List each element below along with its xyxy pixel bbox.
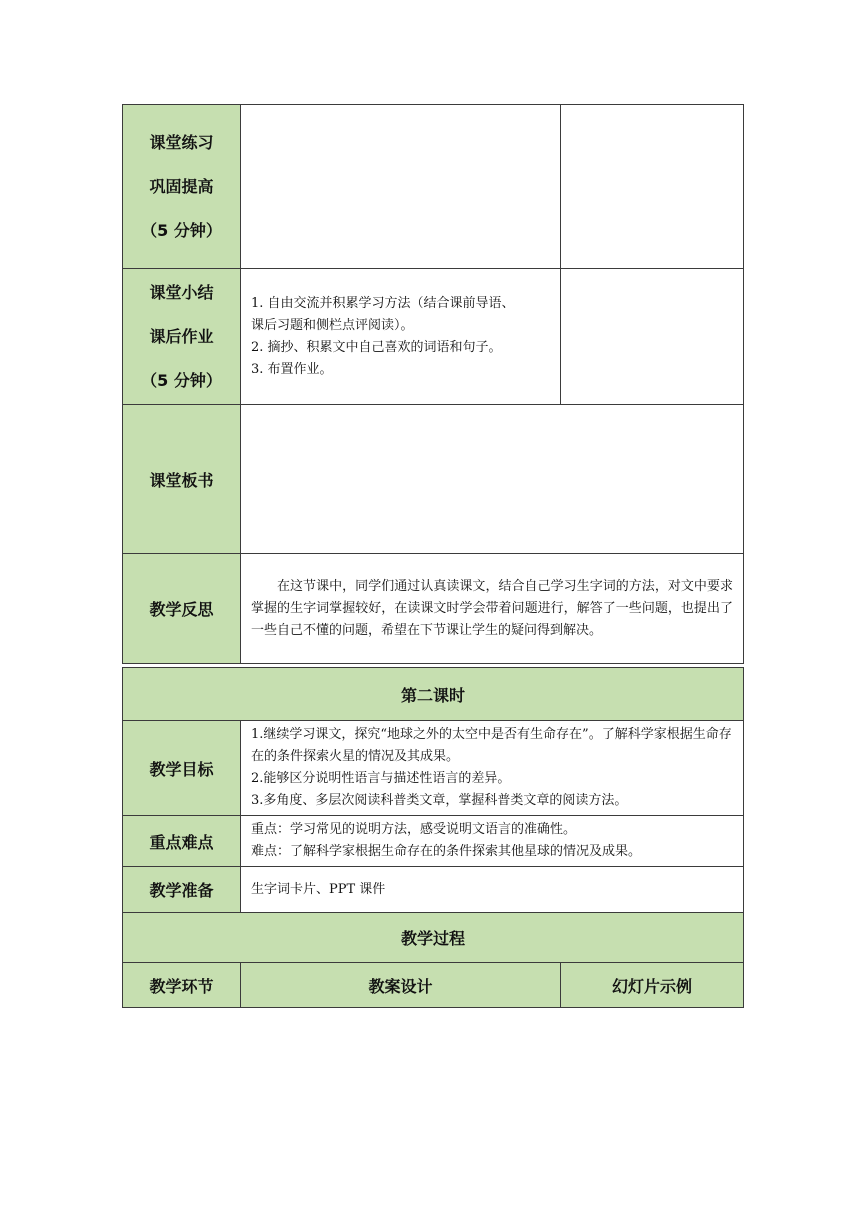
keypoints-row — [123, 816, 744, 867]
keypoint-item: 重点：学习常见的说明方法，感受说明文语言的准确性。 — [251, 822, 577, 837]
practice-content — [241, 105, 561, 269]
process-title-row — [123, 913, 744, 963]
objectives-content — [241, 721, 744, 816]
lesson-table-2 — [122, 667, 744, 1008]
summary-item: 2. 摘抄、积累文中自己喜欢的词语和句子。 — [251, 339, 502, 355]
objectives-row — [123, 721, 744, 816]
summary-item: 3. 布置作业。 — [251, 361, 333, 377]
board-content — [241, 405, 744, 554]
keypoints-label: 重点难点 — [123, 816, 241, 867]
summary-content — [241, 269, 561, 405]
reflection-text: 在这节课中，同学们通过认真读课文，结合自己学习生字词的方法，对文中要求掌握的生字词掌握较好，在读课文时学会带着问题进行，解答了一些问题，也提出了一些自己不懂的问题，希望在下节课让学生的疑问得到解决。 — [241, 554, 744, 664]
process-header-row — [123, 963, 744, 1008]
summary-item: 课后习题和侧栏点评阅读）。 — [251, 317, 414, 333]
board-label: 课堂板书 — [123, 405, 241, 554]
reflection-label: 教学反思 — [123, 554, 241, 664]
practice-row — [123, 105, 744, 269]
practice-label: 课堂练习 巩固提高 （5 分钟） — [123, 105, 241, 269]
summary-item: 1. 自由交流并积累学习方法（结合课前导语、 — [251, 295, 515, 311]
objective-item: 1.继续学习课文，探究“地球之外的太空中是否有生命存在”。了解科学家根据生命存在的条件探索火星的情况及其成果。 — [251, 727, 732, 764]
prep-row — [123, 867, 744, 913]
header-stage: 教学环节 — [123, 963, 241, 1008]
reflection-row — [123, 554, 744, 664]
summary-label: 课堂小结 课后作业 （5 分钟） — [123, 269, 241, 405]
summary-slides — [561, 269, 744, 405]
keypoint-item: 难点：了解科学家根据生命存在的条件探索其他星球的情况及成果。 — [251, 844, 642, 859]
objective-item: 2.能够区分说明性语言与描述性语言的差异。 — [251, 771, 511, 786]
process-title: 教学过程 — [123, 913, 744, 963]
header-slides: 幻灯片示例 — [561, 963, 744, 1008]
lesson-title-row — [123, 668, 744, 721]
header-design: 教案设计 — [241, 963, 561, 1008]
prep-label: 教学准备 — [123, 867, 241, 913]
prep-content: 生字词卡片、PPT 课件 — [241, 867, 744, 913]
keypoints-content — [241, 816, 744, 867]
board-row — [123, 405, 744, 554]
objective-item: 3.多角度、多层次阅读科普类文章，掌握科普类文章的阅读方法。 — [251, 793, 628, 808]
practice-slides — [561, 105, 744, 269]
lesson-title: 第二课时 — [123, 668, 744, 721]
objectives-label: 教学目标 — [123, 721, 241, 816]
summary-row — [123, 269, 744, 405]
lesson-table-1 — [122, 104, 744, 664]
